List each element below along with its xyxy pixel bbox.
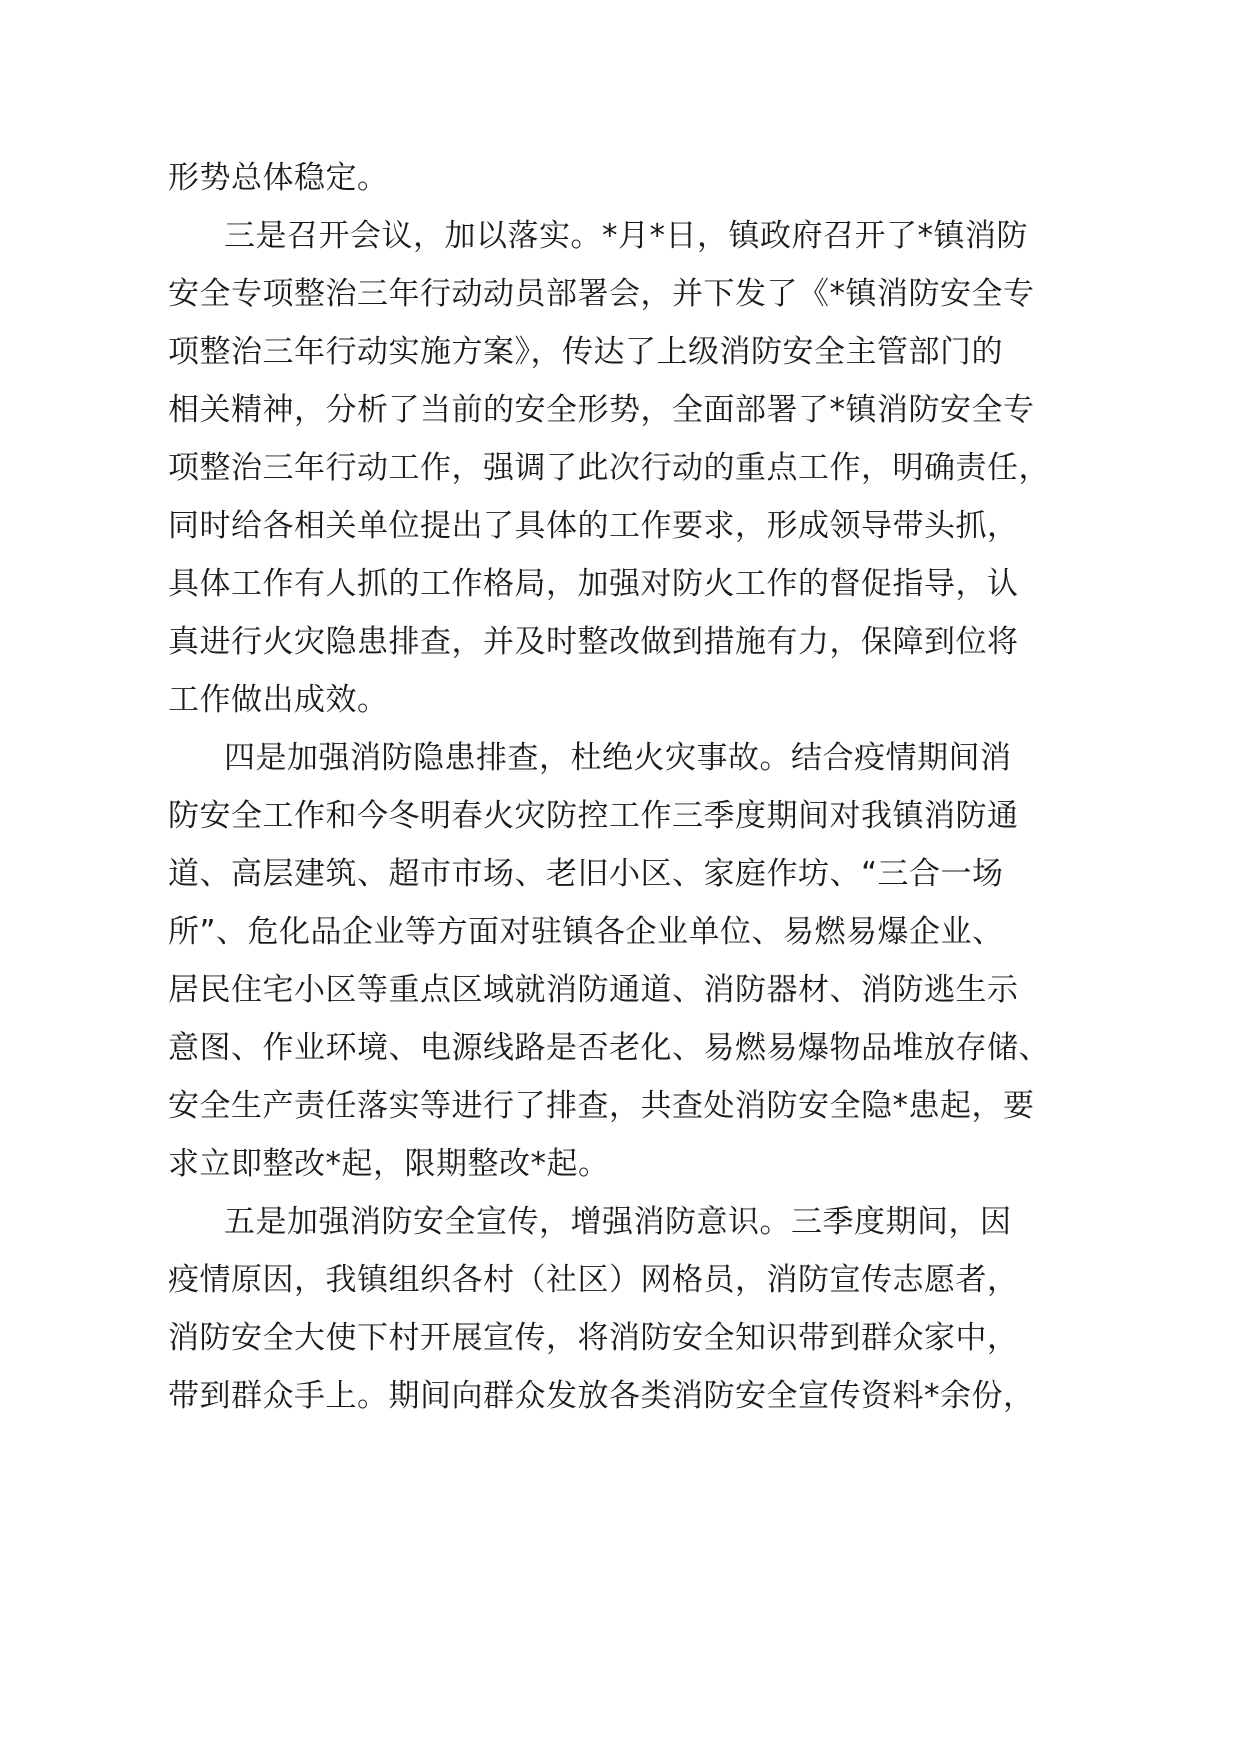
paragraph-4-line: 四是加强消防隐患排查，杜绝火灾事故。结合疫情期间消 bbox=[224, 740, 1012, 776]
text-line: 意图、作业环境、电源线路是否老化、易燃易爆物品堆放存储、 bbox=[168, 1030, 1050, 1066]
paragraph-3-line: 三是召开会议，加以落实。*月*日，镇政府召开了*镇消防 bbox=[224, 218, 1028, 254]
text-line: 形势总体稳定。 bbox=[168, 160, 389, 196]
paragraph-5-line: 五是加强消防安全宣传，增强消防意识。三季度期间，因 bbox=[224, 1204, 1012, 1240]
text-line: 项整治三年行动工作，强调了此次行动的重点工作，明确责任， bbox=[168, 450, 1050, 486]
text-line: 求立即整改*起，限期整改*起。 bbox=[168, 1146, 610, 1182]
text-line: 居民住宅小区等重点区域就消防通道、消防器材、消防逃生示 bbox=[168, 972, 1019, 1008]
text-line: 同时给各相关单位提出了具体的工作要求，形成领导带头抓， bbox=[168, 508, 1019, 544]
text-line: 消防安全大使下村开展宣传，将消防安全知识带到群众家中， bbox=[168, 1320, 1019, 1356]
text-line: 安全生产责任落实等进行了排查，共查处消防安全隐*患起，要 bbox=[168, 1088, 1035, 1124]
text-line: 具体工作有人抓的工作格局，加强对防火工作的督促指导，认 bbox=[168, 566, 1019, 602]
text-line: 项整治三年行动实施方案》，传达了上级消防安全主管部门的 bbox=[168, 334, 1003, 370]
text-line: 安全专项整治三年行动动员部署会，并下发了《*镇消防安全专 bbox=[168, 276, 1035, 312]
text-line: 相关精神，分析了当前的安全形势，全面部署了*镇消防安全专 bbox=[168, 392, 1035, 428]
text-line: 工作做出成效。 bbox=[168, 682, 389, 718]
text-line: 带到群众手上。期间向群众发放各类消防安全宣传资料*余份， bbox=[168, 1378, 1035, 1414]
text-line: 所”、危化品企业等方面对驻镇各企业单位、易燃易爆企业、 bbox=[168, 914, 1004, 950]
text-line: 疫情原因，我镇组织各村（社区）网格员，消防宣传志愿者， bbox=[168, 1262, 1019, 1298]
text-line: 防安全工作和今冬明春火灾防控工作三季度期间对我镇消防通 bbox=[168, 798, 1019, 834]
text-line: 真进行火灾隐患排查，并及时整改做到措施有力，保障到位将 bbox=[168, 624, 1019, 660]
text-line: 道、高层建筑、超市市场、老旧小区、家庭作坊、“三合一场 bbox=[168, 856, 1004, 892]
